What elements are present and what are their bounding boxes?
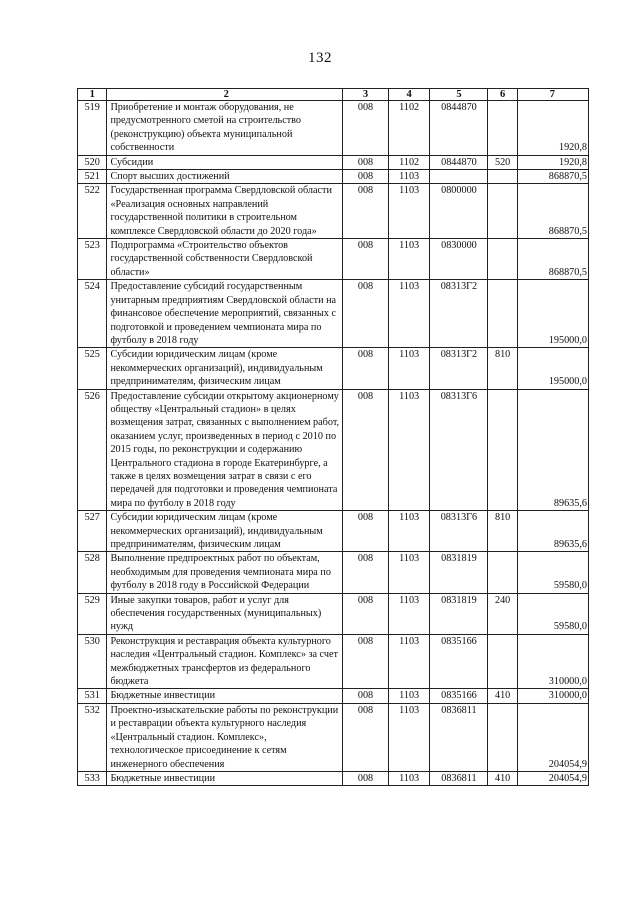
row-col-5: 08313Г2: [430, 280, 488, 348]
header-col-1: 1: [78, 89, 107, 101]
row-number: 529: [78, 593, 107, 634]
row-amount: 59580,0: [517, 552, 588, 593]
header-col-4: 4: [388, 89, 430, 101]
row-col-4: 1103: [388, 184, 430, 239]
table-row: [78, 703, 589, 771]
row-name: Иные закупки товаров, работ и услуг для обеспечения государственных (муниципальных) нужд: [107, 593, 343, 634]
row-col-4: 1103: [388, 239, 430, 280]
header-col-6: 6: [488, 89, 517, 101]
page-number: 132: [308, 50, 332, 66]
row-col-4: 1102: [388, 155, 430, 169]
row-col-3: 008: [343, 170, 389, 184]
row-col-6: 410: [488, 689, 517, 703]
table-row: [78, 280, 589, 348]
row-amount: 59580,0: [517, 593, 588, 634]
row-amount: 89635,6: [517, 389, 588, 511]
row-col-4: 1103: [388, 280, 430, 348]
row-amount: 204054,9: [517, 771, 588, 785]
row-name: Государственная программа Свердловской области «Реализация основных направлений государственной политики в строительном комплексе Свердловской области до 2020 года»: [107, 184, 343, 239]
row-name: Подпрограмма «Строительство объектов государственной собственности Свердловской области»: [107, 239, 343, 280]
row-col-6: 810: [488, 348, 517, 389]
row-amount: 195000,0: [517, 348, 588, 389]
row-number: 523: [78, 239, 107, 280]
row-amount: 310000,0: [517, 689, 588, 703]
row-col-5: 08313Г6: [430, 389, 488, 511]
budget-table: [77, 88, 589, 786]
row-col-3: 008: [343, 280, 389, 348]
row-col-4: 1103: [388, 771, 430, 785]
row-col-6: [488, 389, 517, 511]
header-col-5: 5: [430, 89, 488, 101]
row-number: 527: [78, 511, 107, 552]
row-col-6: [488, 239, 517, 280]
row-col-4: 1103: [388, 348, 430, 389]
table-row: [78, 552, 589, 593]
table-header-row: [78, 89, 589, 101]
header-col-3: 3: [343, 89, 389, 101]
row-col-4: 1103: [388, 634, 430, 689]
row-number: 525: [78, 348, 107, 389]
row-col-6: 810: [488, 511, 517, 552]
table-row: [78, 348, 589, 389]
row-col-6: 410: [488, 771, 517, 785]
row-number: 520: [78, 155, 107, 169]
row-name: Спорт высших достижений: [107, 170, 343, 184]
row-col-5: 0830000: [430, 239, 488, 280]
row-number: 528: [78, 552, 107, 593]
row-col-4: 1103: [388, 593, 430, 634]
table-row: [78, 689, 589, 703]
row-col-3: 008: [343, 552, 389, 593]
row-col-6: [488, 634, 517, 689]
row-col-4: 1103: [388, 552, 430, 593]
row-number: 522: [78, 184, 107, 239]
row-amount: 868870,5: [517, 184, 588, 239]
row-number: 533: [78, 771, 107, 785]
row-col-6: [488, 101, 517, 156]
row-col-3: 008: [343, 348, 389, 389]
row-name: Предоставление субсидий государственным унитарным предприятиям Свердловской области на финансовое обеспечение мероприятий, связанных с подготовкой и проведением чемпионата мира по футболу в 2018 году: [107, 280, 343, 348]
row-col-3: 008: [343, 703, 389, 771]
table-row: [78, 184, 589, 239]
row-amount: 204054,9: [517, 703, 588, 771]
row-col-3: 008: [343, 593, 389, 634]
row-col-5: 08313Г6: [430, 511, 488, 552]
row-col-3: 008: [343, 239, 389, 280]
row-number: 526: [78, 389, 107, 511]
row-col-6: [488, 280, 517, 348]
row-number: 521: [78, 170, 107, 184]
row-col-5: 0831819: [430, 593, 488, 634]
row-col-4: 1103: [388, 703, 430, 771]
header-col-7: 7: [517, 89, 588, 101]
table-row: [78, 155, 589, 169]
row-col-4: 1103: [388, 511, 430, 552]
row-col-4: 1102: [388, 101, 430, 156]
row-number: 530: [78, 634, 107, 689]
row-number: 519: [78, 101, 107, 156]
row-col-3: 008: [343, 689, 389, 703]
row-col-5: 0800000: [430, 184, 488, 239]
row-amount: 868870,5: [517, 170, 588, 184]
row-amount: 1920,8: [517, 101, 588, 156]
row-col-3: 008: [343, 155, 389, 169]
row-col-3: 008: [343, 511, 389, 552]
row-name: Проектно-изыскательские работы по реконструкции и реставрации объекта культурного наследия «Центральный стадион. Комплекс», технологическое присоединение к сетям инженерного обеспечения: [107, 703, 343, 771]
row-col-6: 240: [488, 593, 517, 634]
table-row: [78, 389, 589, 511]
row-col-4: 1103: [388, 389, 430, 511]
row-col-5: 0836811: [430, 771, 488, 785]
row-number: 532: [78, 703, 107, 771]
row-col-5: 0831819: [430, 552, 488, 593]
table-row: [78, 239, 589, 280]
row-amount: 1920,8: [517, 155, 588, 169]
row-col-3: 008: [343, 389, 389, 511]
row-name: Субсидии юридическим лицам (кроме некоммерческих организаций), индивидуальным предпринимателям, физическим лицам: [107, 511, 343, 552]
row-col-5: 0836811: [430, 703, 488, 771]
row-number: 524: [78, 280, 107, 348]
table-row: [78, 593, 589, 634]
row-name: Бюджетные инвестиции: [107, 689, 343, 703]
row-col-6: [488, 703, 517, 771]
row-col-5: 0835166: [430, 689, 488, 703]
row-col-6: 520: [488, 155, 517, 169]
row-number: 531: [78, 689, 107, 703]
row-col-3: 008: [343, 184, 389, 239]
table-row: [78, 101, 589, 156]
row-col-4: 1103: [388, 170, 430, 184]
row-amount: 89635,6: [517, 511, 588, 552]
row-name: Выполнение предпроектных работ по объектам, необходимым для проведения чемпионата мира по футболу в 2018 году в Российской Федерации: [107, 552, 343, 593]
table-row: [78, 771, 589, 785]
table-row: [78, 170, 589, 184]
row-col-3: 008: [343, 634, 389, 689]
row-col-6: [488, 184, 517, 239]
row-col-5: 0844870: [430, 155, 488, 169]
row-col-5: 08313Г2: [430, 348, 488, 389]
row-col-4: 1103: [388, 689, 430, 703]
row-col-3: 008: [343, 101, 389, 156]
row-name: Предоставление субсидии открытому акционерному обществу «Центральный стадион» в целях возмещения затрат, связанных с выполнением работ, оказанием услуг, произведенных в период с 2010 по 2015 годы, по реконструкции и содержанию Центрального стадиона в городе Екатеринбурге, а также в целях возмещения затрат в связи с его передачей для подготовки и проведения чемпионата мира по футболу в 2018 году: [107, 389, 343, 511]
row-col-6: [488, 170, 517, 184]
row-name: Субсидии юридическим лицам (кроме некоммерческих организаций), индивидуальным предпринимателям, физическим лицам: [107, 348, 343, 389]
row-col-5: 0844870: [430, 101, 488, 156]
row-col-3: 008: [343, 771, 389, 785]
row-name: Бюджетные инвестиции: [107, 771, 343, 785]
row-name: Приобретение и монтаж оборудования, не предусмотренного сметой на строительство (реконструкцию) объекта муниципальной собственности: [107, 101, 343, 156]
header-col-2: 2: [107, 89, 343, 101]
row-amount: 195000,0: [517, 280, 588, 348]
table-row: [78, 634, 589, 689]
row-amount: 868870,5: [517, 239, 588, 280]
row-col-5: [430, 170, 488, 184]
table-row: [78, 511, 589, 552]
row-name: Реконструкция и реставрация объекта культурного наследия «Центральный стадион. Комплекс» за счет межбюджетных трансфертов из федерального бюджета: [107, 634, 343, 689]
row-name: Субсидии: [107, 155, 343, 169]
row-col-6: [488, 552, 517, 593]
row-amount: 310000,0: [517, 634, 588, 689]
row-col-5: 0835166: [430, 634, 488, 689]
